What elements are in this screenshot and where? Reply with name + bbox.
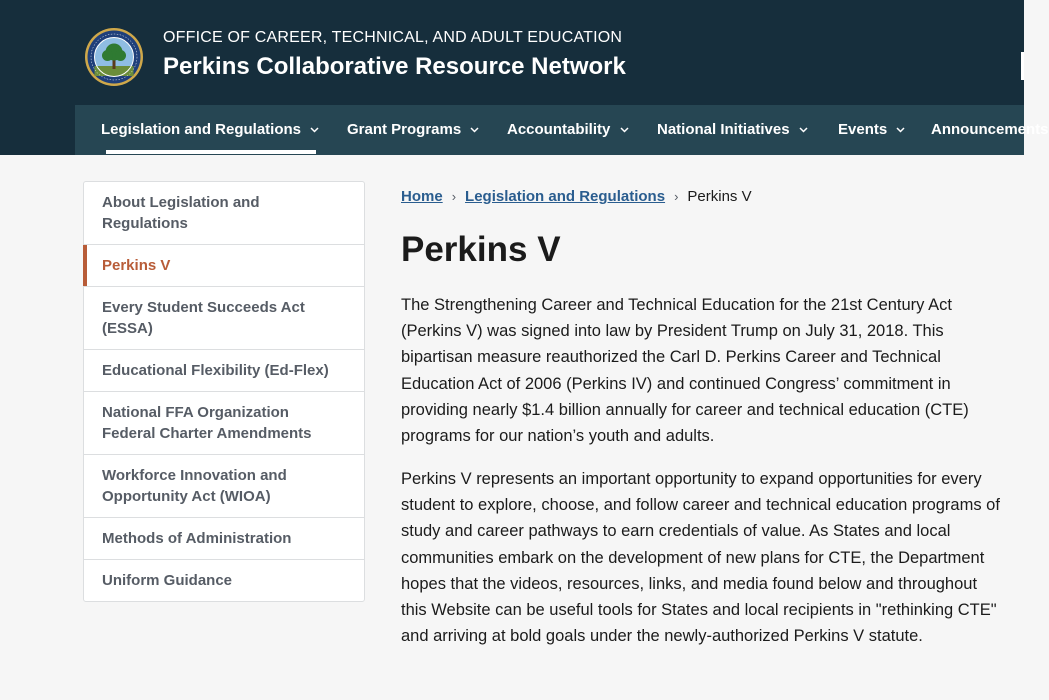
nav-item-label: Grant Programs <box>347 121 462 138</box>
main-navigation <box>75 105 1049 155</box>
sidenav-item-essa[interactable]: Every Student Succeeds Act (ESSA) <box>84 286 364 349</box>
nav-item-label: Announcements <box>931 121 1049 138</box>
office-name: OFFICE OF CAREER, TECHNICAL, AND ADULT EDUCATION <box>163 29 623 46</box>
chevron-down-icon <box>799 127 808 133</box>
department-of-education-seal-icon[interactable] <box>84 27 144 87</box>
breadcrumb <box>401 188 752 205</box>
sidenav-item-perkins-v[interactable]: Perkins V <box>84 244 364 286</box>
header-edge-mark <box>1021 52 1024 80</box>
breadcrumb-separator: › <box>451 189 457 204</box>
opportunity-paragraph: Perkins V represents an important opportunity to expand opportunities for every student to explore, choose, and follow career and technical education programs of study and career pathways to earn credentials of value. As States and local communities embark on the development of new plans for CTE, the Department hopes that the videos, resources, links, and media found below and throughout this Website can be useful tools for States and local recipients in "rethinking CTE" and arriving at bold goals under the newly-authorized Perkins V statute. <box>401 470 1000 646</box>
chevron-down-icon <box>620 127 629 133</box>
sidenav-item-ed-flex[interactable]: Educational Flexibility (Ed-Flex) <box>84 349 364 391</box>
page-title: Perkins V <box>401 230 561 269</box>
nav-item-label: Legislation and Regulations <box>101 121 302 138</box>
sidenav-item-methods-of-administration[interactable]: Methods of Administration <box>84 517 364 559</box>
breadcrumb-separator: › <box>674 189 679 204</box>
nav-item-label: National Initiatives <box>657 121 790 138</box>
chevron-down-icon <box>310 127 319 133</box>
nav-item-announcements[interactable] <box>931 105 1049 155</box>
nav-item-label: Events <box>838 121 888 138</box>
chevron-down-icon <box>896 127 905 133</box>
breadcrumb-section-link[interactable]: Legislation and Regulations <box>465 188 666 205</box>
nav-item-events[interactable] <box>838 105 905 155</box>
sidenav-item-about-legislation[interactable]: About Legislation and Regulations <box>102 194 260 232</box>
site-title[interactable]: Perkins Collaborative Resource Network <box>163 53 626 80</box>
intro-paragraph: The Strengthening Career and Technical Education for the 21st Century Act (Perkins V) was signed into law by President Trump on July 31, 2018. This bipartisan measure reauthorized the Carl D. Perkins Career and Technical Education Act of 2006 (Perkins IV) and continued Congress’ commitment in providing nearly $1.4 billion annually for career and technical education (CTE) programs for our nation’s youth and adults. <box>401 296 969 446</box>
active-nav-indicator <box>106 150 316 154</box>
nav-item-legislation-and-regulations[interactable] <box>101 105 319 155</box>
nav-item-label: Accountability <box>507 121 611 138</box>
nav-item-accountability[interactable] <box>507 105 629 155</box>
nav-item-national-initiatives[interactable] <box>657 105 808 155</box>
chevron-down-icon <box>470 127 479 133</box>
breadcrumb-home-link[interactable]: Home <box>401 188 443 205</box>
breadcrumb-current: Perkins V <box>687 188 752 205</box>
sidenav-item-uniform-guidance[interactable]: Uniform Guidance <box>84 559 364 601</box>
side-navigation <box>83 181 365 602</box>
nav-item-grant-programs[interactable] <box>347 105 479 155</box>
sidenav-item-wioa[interactable]: Workforce Innovation and Opportunity Act (WIOA) <box>84 454 364 517</box>
sidenav-item-ffa-charter[interactable]: National FFA Organization Federal Charter Amendments <box>84 391 364 454</box>
